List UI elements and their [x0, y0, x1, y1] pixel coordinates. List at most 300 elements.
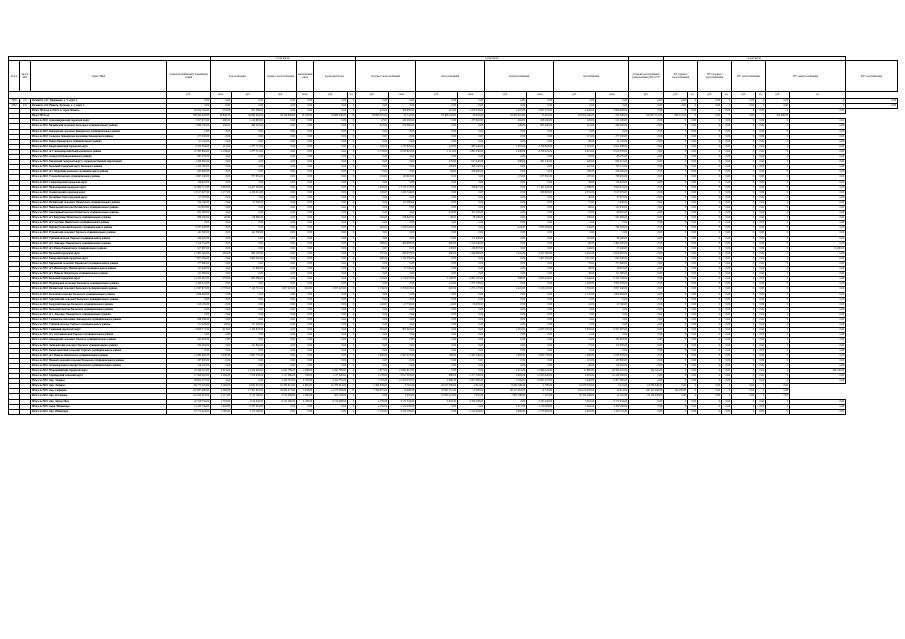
table-cell: 0,00	[527, 221, 554, 226]
table-cell: 0,00	[722, 348, 732, 353]
table-cell: 0,00	[527, 363, 554, 368]
table-cell: 29 128 906,00	[265, 114, 297, 119]
table-cell: 237 810,00	[458, 119, 485, 124]
table-cell: 0,00	[790, 328, 846, 333]
table-cell: 230,00	[211, 124, 232, 129]
table-cell: 0	[348, 343, 356, 348]
row-label: Итого по МО: мкрн. Шпанмарк	[31, 404, 167, 409]
table-cell: 0,00	[211, 292, 232, 297]
table-cell: 188,00	[356, 241, 389, 246]
table-cell: 0	[348, 318, 356, 323]
table-cell: 0,00	[232, 302, 265, 307]
table-cell: 0,00	[688, 155, 698, 160]
table-cell: 0,00	[756, 374, 766, 379]
table-cell: 0	[732, 180, 756, 185]
table-cell: 0	[664, 302, 688, 307]
table-cell: 0,00	[527, 170, 554, 175]
table-cell: 0,00	[722, 144, 732, 149]
table-cell: 0	[664, 195, 688, 200]
table-cell: 0,00	[756, 216, 766, 221]
table-cell: 0	[688, 394, 698, 399]
table-cell: 1 407 262,00	[527, 256, 554, 261]
table-cell: 2 110,00	[485, 251, 527, 256]
table-cell: 7 010,00	[458, 394, 485, 399]
row-label: Итого по МО: Териберский сельский округ	[31, 374, 167, 379]
table-cell: 0,00	[416, 348, 458, 353]
table-cell: 10 617 366,00	[416, 384, 458, 389]
table-cell: 0,00	[356, 312, 389, 317]
unit-header: руб.	[664, 92, 688, 99]
table-cell: 0,00	[790, 282, 846, 287]
table-cell: 0,00	[416, 99, 458, 104]
table-cell: 0,00	[297, 333, 314, 338]
table-cell: 0,00	[527, 129, 554, 134]
table-cell: 0,00	[846, 104, 898, 109]
table-cell: 3 113 160,00	[232, 394, 265, 399]
table-cell: 0	[348, 338, 356, 343]
table-cell: 2 513 286,00	[265, 394, 297, 399]
table-cell: 0,00	[265, 318, 297, 323]
table-cell: 0,00	[458, 307, 485, 312]
table-cell: 0	[732, 399, 756, 404]
table-cell: 0,00	[416, 338, 458, 343]
table-cell: 0,00	[698, 104, 722, 109]
table-cell: 361,00	[356, 328, 389, 333]
table-cell: 10 783 914,00	[265, 384, 297, 389]
table-cell: 0,00	[629, 328, 664, 333]
table-cell: 0,00	[356, 205, 389, 210]
table-cell: 0,00	[297, 267, 314, 272]
table-cell: 0	[698, 149, 722, 154]
table-cell: 0,00	[732, 389, 756, 394]
table-cell: 0,00	[629, 287, 664, 292]
table-cell: 0	[732, 109, 756, 114]
table-cell: 0,00	[790, 267, 846, 272]
table-cell: 925 440,00	[596, 256, 629, 261]
table-cell: 1 377 711,00	[232, 144, 265, 149]
table-cell: 0,00	[629, 129, 664, 134]
table-cell: 0,00	[527, 104, 554, 109]
table-cell: 0,00	[790, 170, 846, 175]
table-cell: 0,00	[790, 348, 846, 353]
table-cell: 380,00	[416, 251, 458, 256]
table-cell: 0,00	[416, 256, 458, 261]
table-cell: 0,00	[314, 262, 348, 267]
table-cell: 110 614 018,00	[167, 394, 211, 399]
table-cell: 0,00	[629, 165, 664, 170]
table-cell: 56 635,00	[458, 302, 485, 307]
table-cell: 0,00	[265, 267, 297, 272]
table-cell: 0	[348, 216, 356, 221]
table-cell: 0	[698, 256, 722, 261]
table-cell: 0,00	[389, 262, 416, 267]
table-cell: 0,00	[265, 170, 297, 175]
table-cell: 277 230,00	[167, 134, 211, 139]
table-cell: 7 128 701,00	[232, 287, 265, 292]
table-cell: 0,00	[790, 272, 846, 277]
table-cell: 1 130 440,00	[458, 241, 485, 246]
table-cell: 0,00	[722, 216, 732, 221]
table-cell: 0,00	[314, 282, 348, 287]
table-cell: 0,00	[232, 363, 265, 368]
table-cell: 0,00	[265, 195, 297, 200]
table-cell: 0,00	[389, 211, 416, 216]
table-cell: 0,00	[527, 318, 554, 323]
row-label: Итого по МО: Оленегорский городской округ	[31, 190, 167, 195]
table-cell: 0	[732, 272, 756, 277]
table-cell: 0	[722, 389, 732, 394]
table-cell: 0,00	[232, 221, 265, 226]
table-cell: 0,00	[458, 129, 485, 134]
table-cell: 20 014,00	[596, 389, 629, 394]
table-cell: 0,00	[297, 363, 314, 368]
table-cell: 2 222,00	[485, 287, 527, 292]
table-cell: 465,00	[416, 241, 458, 246]
table-cell: 8 457 560,00	[596, 379, 629, 384]
table-cell: 0,00	[389, 363, 416, 368]
table-cell: 0,00	[458, 124, 485, 129]
column-header: горячего водоснабжения	[265, 61, 297, 92]
table-cell: 0,00	[722, 358, 732, 363]
table-cell: 0,00	[416, 134, 458, 139]
table-cell: 171 229,00	[167, 323, 211, 328]
table-cell: 0	[348, 368, 356, 373]
table-cell: 0,00	[554, 221, 596, 226]
table-cell: 0,00	[756, 338, 766, 343]
table-cell: 0	[698, 404, 722, 409]
table-cell: 0,00	[232, 180, 265, 185]
table-cell: 0,00	[688, 119, 698, 124]
table-cell: 224,00	[416, 211, 458, 216]
table-cell: 27 160,00	[596, 302, 629, 307]
table-cell: 0,00	[297, 318, 314, 323]
table-cell: 4 281 167,00	[458, 277, 485, 282]
table-cell: 0	[698, 185, 722, 190]
table-cell: 27 370,00	[167, 195, 211, 200]
table-cell: 232 364,00	[167, 343, 211, 348]
table-cell: 0	[732, 205, 756, 210]
table-cell: 0	[348, 241, 356, 246]
table-cell: 0,00	[756, 190, 766, 195]
table-cell: 1 776,00	[211, 287, 232, 292]
table-cell: 0,00	[356, 307, 389, 312]
table-cell: 0	[766, 292, 790, 297]
table-cell: 66,00	[554, 205, 596, 210]
table-cell: 2 584,00	[211, 374, 232, 379]
table-cell: 0,00	[756, 134, 766, 139]
table-cell: 1 039,00	[485, 149, 527, 154]
table-cell: 0,00	[790, 119, 846, 124]
table-cell: 0	[766, 170, 790, 175]
table-cell: 1 281,00	[485, 328, 527, 333]
table-cell: 0	[664, 256, 688, 261]
table-cell: 0,00	[416, 221, 458, 226]
table-cell: 0,00	[314, 99, 348, 104]
table-cell: 0	[766, 368, 790, 373]
table-cell: 0	[664, 353, 688, 358]
table-cell: 0	[732, 287, 756, 292]
group-header-c: в том числе:	[664, 57, 846, 61]
table-cell: 0,00	[688, 348, 698, 353]
table-cell: 0,00	[389, 272, 416, 277]
table-cell: 0,00	[527, 348, 554, 353]
table-cell: 0,00	[416, 318, 458, 323]
table-cell: 222 800,00	[766, 114, 790, 119]
table-cell: 0,00	[265, 216, 297, 221]
table-cell: 0,00	[756, 251, 766, 256]
table-cell: 0	[664, 287, 688, 292]
table-cell: 749,00	[297, 374, 314, 379]
unit-header: кв.м.	[389, 92, 416, 99]
table-cell: 78 301 812,00	[485, 114, 527, 119]
table-cell: 0	[790, 104, 846, 109]
table-cell: 0	[348, 292, 356, 297]
table-cell: 0	[664, 211, 688, 216]
table-cell: 0,00	[596, 231, 629, 236]
table-cell: 0	[348, 348, 356, 353]
table-cell: 0,00	[629, 180, 664, 185]
table-cell: 0	[766, 124, 790, 129]
table-cell: 0,00	[722, 328, 732, 333]
table-cell: 0,00	[688, 129, 698, 134]
table-cell: 0,00	[211, 282, 232, 287]
table-cell: 5 440,00	[596, 200, 629, 205]
table-cell: 0	[348, 409, 356, 414]
table-cell: 0	[698, 155, 722, 160]
table-cell: 131 932,00	[596, 205, 629, 210]
table-cell: 110 500,00	[596, 343, 629, 348]
table-cell: 0,00	[629, 399, 664, 404]
table-cell: 0,00	[211, 231, 232, 236]
table-cell: 0	[348, 358, 356, 363]
table-cell: 428 150,00	[458, 165, 485, 170]
table-cell: 3 344 721,00	[167, 282, 211, 287]
table-cell: 2 707 528,00	[167, 226, 211, 231]
table-cell: 0,00	[722, 180, 732, 185]
table-cell: 2 568,00	[211, 389, 232, 394]
table-cell: 0,00	[389, 338, 416, 343]
table-cell: 708 435,00	[596, 175, 629, 180]
table-cell: 0,00	[527, 231, 554, 236]
table-cell: 27 370,00	[596, 195, 629, 200]
table-cell: 115,00	[554, 358, 596, 363]
table-cell: 0,00	[416, 231, 458, 236]
row-label: Итого по МО: Умбский поселок Терского муниципального района	[31, 323, 167, 328]
column-header: размер (коэффициент) повышения ставки	[167, 61, 211, 92]
table-cell: 0	[348, 175, 356, 180]
table-cell: 0,00	[485, 205, 527, 210]
table-cell: 151,00	[356, 175, 389, 180]
table-cell: 0,00	[629, 119, 664, 124]
table-cell: 0,00	[688, 333, 698, 338]
table-cell: 0	[698, 379, 722, 384]
table-cell: 4 790,00	[527, 384, 554, 389]
table-cell: 0	[756, 104, 766, 109]
table-cell: 0,00	[756, 170, 766, 175]
row-label: Итого по МО: мкр. Абрам-Мыс	[31, 399, 167, 404]
table-cell: 0,00	[629, 333, 664, 338]
table-cell: 0,00	[314, 277, 348, 282]
table-cell: 0	[698, 236, 722, 241]
table-cell: 0,00	[790, 155, 846, 160]
table-cell: 0,00	[211, 99, 232, 104]
table-cell: 0,00	[314, 267, 348, 272]
row-label: Итого 2014 год по МО г.п. город Печенга	[31, 109, 167, 114]
table-cell: 0,00	[211, 160, 232, 165]
table-cell: 0,00	[389, 195, 416, 200]
table-cell: 34 592 373,00	[265, 389, 297, 394]
table-cell: 6 512 376,00	[596, 149, 629, 154]
table-cell: 0,00	[527, 307, 554, 312]
table-cell: 88 270,00	[596, 155, 629, 160]
unit-header: кв.м.	[527, 92, 554, 99]
table-cell: 0,00	[458, 226, 485, 231]
table-cell: 0	[732, 155, 756, 160]
table-cell: 0,00	[232, 170, 265, 175]
table-cell: 0	[732, 282, 756, 287]
table-cell: 0,00	[790, 251, 846, 256]
table-cell: 601 040,00	[527, 124, 554, 129]
table-cell: 0,00	[314, 149, 348, 154]
table-cell: 40 157 461,00	[485, 389, 527, 394]
table-cell: 37 440,00	[596, 246, 629, 251]
table-cell: 298 200,00	[527, 119, 554, 124]
table-cell: 0	[348, 149, 356, 154]
table-cell: 0,00	[688, 343, 698, 348]
table-cell: 0,00	[485, 307, 527, 312]
table-cell: 0,00	[265, 251, 297, 256]
table-cell: 0,00	[314, 109, 348, 114]
table-cell: 0,00	[297, 155, 314, 160]
table-cell: 87,00	[554, 155, 596, 160]
table-cell: 211	[20, 99, 31, 104]
table-cell: 11 937 973,00	[167, 287, 211, 292]
table-cell: 0,00	[688, 302, 698, 307]
table-cell: 0,00	[314, 256, 348, 261]
table-cell: 0,00	[416, 307, 458, 312]
unit-header: ед.	[722, 92, 732, 99]
table-cell: 0,00	[458, 155, 485, 160]
table-cell: 0,00	[790, 190, 846, 195]
table-cell: 0,00	[485, 236, 527, 241]
table-cell: 181 983,00	[167, 338, 211, 343]
table-cell: 0,00	[629, 211, 664, 216]
table-cell: 0	[766, 404, 790, 409]
table-cell: 0,00	[688, 277, 698, 282]
table-cell: 0	[698, 338, 722, 343]
table-cell: 511 100,00	[596, 119, 629, 124]
table-cell: 412,00	[416, 109, 458, 114]
table-cell: 0,00	[688, 307, 698, 312]
table-cell: 0,00	[211, 241, 232, 246]
table-cell: 0,00	[458, 404, 485, 409]
table-cell: 0,00	[846, 99, 898, 104]
table-cell: 0,00	[527, 165, 554, 170]
table-cell: 0,00	[297, 282, 314, 287]
table-cell: 0	[766, 211, 790, 216]
table-cell: 0,00	[756, 205, 766, 210]
table-cell: 1 228,00	[554, 282, 596, 287]
table-cell: 239,00	[554, 216, 596, 221]
table-cell: 0,00	[416, 333, 458, 338]
table-cell: 0	[698, 170, 722, 175]
table-cell: 0,00	[416, 358, 458, 363]
table-cell: 0,00	[629, 124, 664, 129]
table-cell: 0,00	[297, 165, 314, 170]
table-cell: 0,00	[265, 328, 297, 333]
table-cell: 0,00	[629, 226, 664, 231]
table-cell: 48 805 577,00	[167, 379, 211, 384]
table-cell: 0,00	[297, 251, 314, 256]
table-cell: 0,00	[265, 160, 297, 165]
table-cell: 0,00	[314, 333, 348, 338]
row-label: Итого по МО: Мончегорский городской округ	[31, 185, 167, 190]
table-cell: 0,00	[756, 307, 766, 312]
table-cell: 0	[766, 338, 790, 343]
table-cell: 0,00	[314, 312, 348, 317]
table-cell: 0,00	[265, 180, 297, 185]
table-cell: 0,00	[722, 119, 732, 124]
table-cell: 0,00	[629, 267, 664, 272]
table-cell: 0	[732, 267, 756, 272]
table-cell: 0,00	[314, 216, 348, 221]
table-cell: 0,00	[356, 348, 389, 353]
table-cell: 1 026,00	[211, 353, 232, 358]
table-cell: 2 037 107,00	[527, 328, 554, 333]
table-cell: 0	[348, 262, 356, 267]
table-cell: 0,00	[389, 231, 416, 236]
table-cell: 0,00	[790, 312, 846, 317]
table-cell: 236,00	[485, 124, 527, 129]
table-cell: 0,00	[314, 404, 348, 409]
table-cell: 0	[664, 404, 688, 409]
table-cell: 0,00	[314, 251, 348, 256]
column-header: № п/п МО	[20, 61, 31, 92]
table-cell: 0,00	[297, 119, 314, 124]
table-cell: 0,00	[722, 231, 732, 236]
table-cell: 0,00	[265, 282, 297, 287]
table-cell: 0	[732, 374, 756, 379]
table-cell: 0,00	[722, 404, 732, 409]
table-cell: 8 172 334,00	[596, 399, 629, 404]
table-cell: 0,00	[389, 312, 416, 317]
table-cell: 0,00	[722, 211, 732, 216]
table-cell: 1 859 664,00	[596, 292, 629, 297]
row-label: Итого по МО: Североморский городской округ	[31, 180, 167, 185]
table-cell: 501 996,00	[596, 216, 629, 221]
table-cell: 171 229,00	[232, 323, 265, 328]
table-cell: 0,00	[356, 211, 389, 216]
table-cell: 0	[732, 134, 756, 139]
table-cell: 1 859 664,00	[167, 292, 211, 297]
table-cell: 0,00	[554, 323, 596, 328]
table-cell: 2 941 769,00	[314, 368, 348, 373]
table-cell: 375,00	[416, 160, 458, 165]
table-cell: 0,00	[629, 251, 664, 256]
table-cell: 0,00	[664, 104, 688, 109]
table-cell: 0	[766, 379, 790, 384]
table-cell: 187 800,00	[167, 358, 211, 363]
table-cell: 2 960,00	[485, 409, 527, 414]
row-label: Итого по МО: Кольский городской округ	[31, 277, 167, 282]
table-cell: 0,00	[756, 165, 766, 170]
table-cell: 0	[698, 277, 722, 282]
table-cell: 0,00	[485, 170, 527, 175]
table-cell: 0,00	[629, 307, 664, 312]
table-cell: 0,00	[297, 185, 314, 190]
table-cell: 9 112 296,00	[314, 399, 348, 404]
table-cell: 0,00	[596, 129, 629, 134]
